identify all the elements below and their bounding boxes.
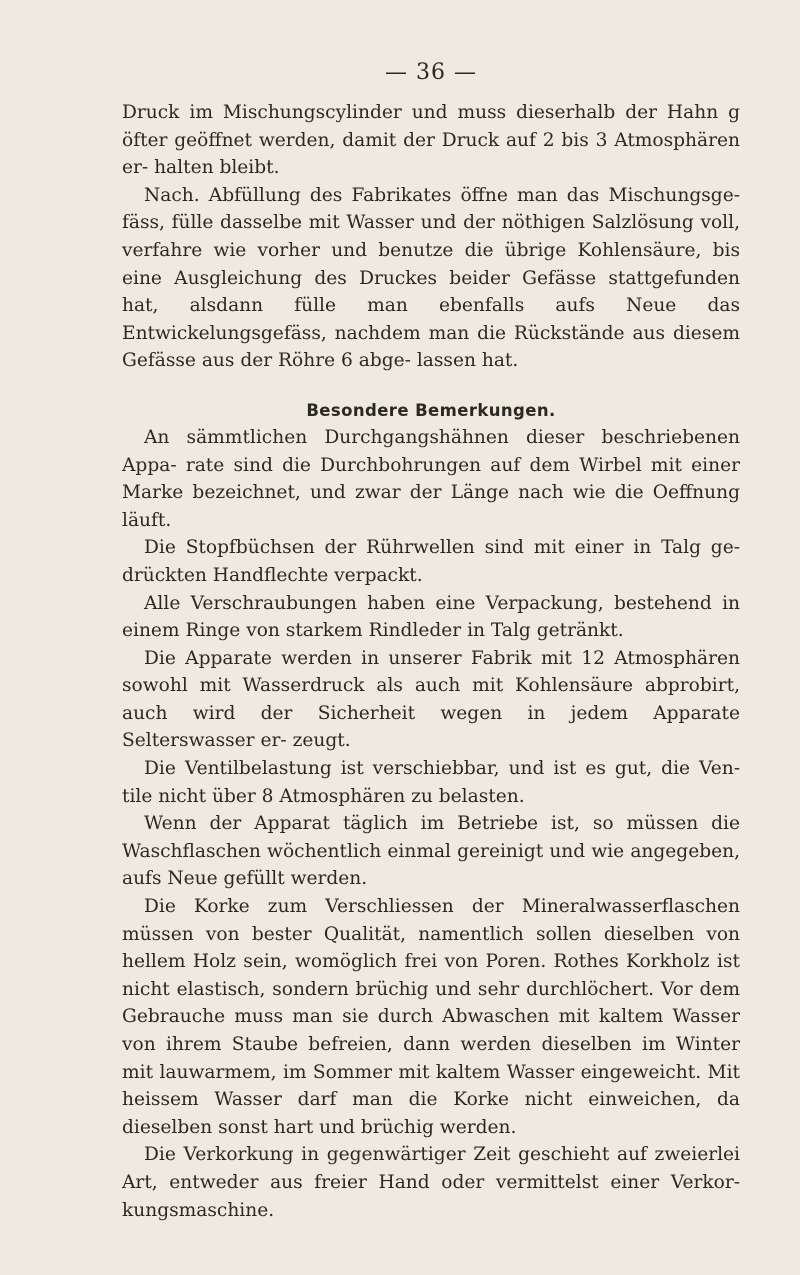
body-text	[122, 99, 740, 1224]
paragraph-5: Alle Verschraubungen haben eine Verpackung, bestehend in einem Ringe von starkem Rindleder in Talg getränkt.	[122, 592, 740, 642]
paragraph-6: Die Apparate werden in unserer Fabrik mit 12 Atmosphären sowohl mit Wasserdruck als auch mit Kohlensäure abprobirt, auch wird der Sicherheit wegen in jedem Apparate Selterswasser er- zeugt.	[122, 647, 740, 752]
paragraph-9: Die Korke zum Verschliessen der Mineralwasserflaschen müssen von bester Qualität, namentlich sollen dieselben von hellem Holz sein, womöglich frei von Poren. Rothes Korkholz ist nicht elastisch, sondern brüchig und sehr durchlöchert. Vor dem Gebrauche muss man sie durch Abwaschen mit kaltem Wasser von ihrem Staube befreien, dann werden dieselben im Winter mit lauwarmem, im Sommer mit kaltem Wasser eingeweicht. Mit heissem Wasser darf man die Korke nicht einweichen, da dieselben sonst hart und brüchig werden.	[122, 896, 740, 1138]
paragraph-10: Die Verkorkung in gegenwärtiger Zeit geschieht auf zweierlei Art, entweder aus freier Hand oder vermittelst einer Verkor- kungsmaschine.	[122, 1144, 740, 1221]
paragraph-8: Wenn der Apparat täglich im Betriebe ist, so müssen die Waschflaschen wöchentlich einmal gereinigt und wie angegeben, aufs Neue gefüllt werden.	[122, 813, 740, 890]
section-heading: Besondere Bemerkungen.	[306, 400, 556, 420]
page-number: — 36 —	[385, 60, 477, 85]
paragraph-7: Die Ventilbelastung ist verschiebbar, und ist es gut, die Ven- tile nicht über 8 Atmosphären zu belasten.	[122, 758, 740, 807]
paragraph-3: An sämmtlichen Durchgangshähnen dieser beschriebenen Appa- rate sind die Durchbohrungen auf dem Wirbel mit einer Marke bezeichnet, und zwar der Länge nach wie die Oeffnung läuft.	[122, 426, 740, 531]
paragraph-4: Die Stopfbüchsen der Rührwellen sind mit einer in Talg ge- drückten Handflechte verpackt.	[122, 537, 740, 586]
paragraph-1: Druck im Mischungscylinder und muss dieserhalb der Hahn g öfter geöffnet werden, damit der Druck auf 2 bis 3 Atmosphären er- halten bleibt.	[122, 102, 740, 179]
paragraph-2: Nach. Abfüllung des Fabrikates öffne man das Mischungsge- fäss, fülle dasselbe mit Wasser und der nöthigen Salzlösung voll, verfahre wie vorher und benutze die übrige Kohlensäure, bis eine Ausgleichung des Druckes beider Gefässe stattgefunden hat, alsdann fülle man ebenfalls aufs Neue das Entwickelungsgefäss, nachdem man die Rückstände aus diesem Gefässe aus der Röhre 6 abge- lassen hat.	[122, 184, 740, 372]
